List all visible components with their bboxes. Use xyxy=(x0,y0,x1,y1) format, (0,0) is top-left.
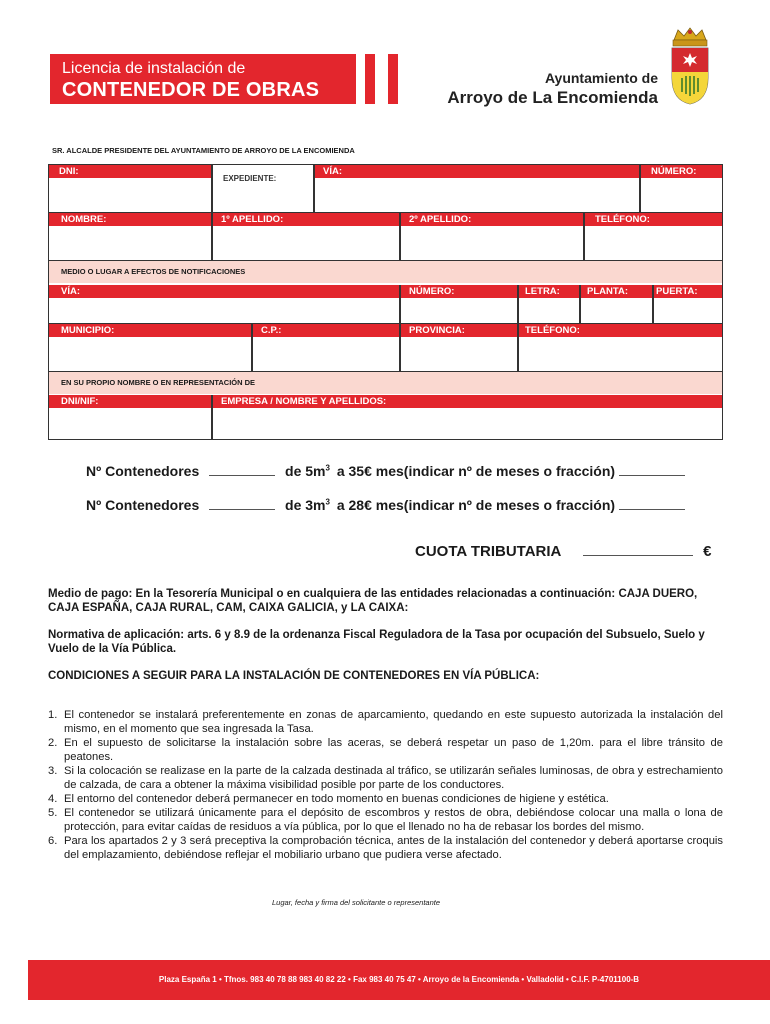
price-3m: a 28€ mes(indicar nº de meses o fracción) xyxy=(336,497,616,513)
via-label: VÍA: xyxy=(313,165,641,178)
containers-3m-count[interactable] xyxy=(209,509,275,510)
months-3m-field[interactable] xyxy=(619,509,685,510)
puerta-label: PUERTA: xyxy=(656,286,698,297)
telefono2-field[interactable] xyxy=(518,338,721,371)
addressee: SR. ALCALDE PRESIDENTE DEL AYUNTAMIENTO DE ARROYO DE LA ENCOMIENDA xyxy=(52,146,355,155)
list-item: 5. El contenedor se utilizará únicamente para el depósito de escombros y restos de obra, debiéndose colocar una malla o lona de protección, para evitar caídas de residuos a vía pública, por lo que el llenado no ha de rebasar los bordes del mismo. xyxy=(48,807,723,833)
telefono2-label: TELÉFONO: xyxy=(525,325,580,336)
via-field[interactable] xyxy=(314,178,639,212)
planta-label: PLANTA: xyxy=(587,286,628,297)
planta-field[interactable] xyxy=(580,299,652,323)
nombre-field[interactable] xyxy=(49,227,211,260)
containers-label: Nº Contenedores xyxy=(86,463,200,479)
org-line1: Ayuntamiento de xyxy=(544,70,658,86)
list-item: 1. El contenedor se instalará preferentemente en zonas de aparcamiento, quedando en este supuesto autorizada la instalación del mismo, en el momento que sea ingresada la Tasa. xyxy=(48,709,723,735)
decorative-bar xyxy=(388,54,398,104)
containers-label: Nº Contenedores xyxy=(86,497,200,513)
medio-pago: Medio de pago: En la Tesorería Municipal o en cualquiera de las entidades relacionadas a continuación: CAJA DUERO, CAJA ESPAÑA, CAJA RURAL, CAM, CAIXA GALICIA, y LA CAIXA: xyxy=(48,588,698,614)
municipio-header xyxy=(49,324,722,337)
signature-label: Lugar, fecha y firma del solicitante o representante xyxy=(272,898,441,907)
list-item: 4. El entorno del contenedor deberá permanecer en todo momento en buenas condiciones de higiene y estética. xyxy=(48,793,609,805)
condiciones-list xyxy=(48,708,723,862)
containers-5m-count[interactable] xyxy=(209,475,275,476)
notificaciones-label: MEDIO O LUGAR A EFECTOS DE NOTIFICACIONES xyxy=(49,261,722,283)
list-item: 2. En el supuesto de solicitarse la instalación sobre las aceras, se deberá respetar un paso de 1,20m. para el libre tránsito de peatones. xyxy=(48,737,723,763)
dni-label: DNI: xyxy=(49,165,211,178)
normativa: Normativa de aplicación: arts. 6 y 8.9 de la ordenanza Fiscal Reguladora de la Tasa por ocupación del Subsuelo, Suelo y Vuelo de la Vía Pública. xyxy=(48,629,705,655)
municipio-label: MUNICIPIO: xyxy=(61,325,115,336)
numero2-field[interactable] xyxy=(400,299,517,323)
dninif-label: DNI/NIF: xyxy=(61,396,99,407)
applicant-form xyxy=(48,164,723,440)
size-3m: de 3m xyxy=(285,497,326,513)
provincia-label: PROVINCIA: xyxy=(409,325,465,336)
list-item: 6. Para los apartados 2 y 3 será preceptiva la comprobación técnica, antes de la instalación del contenedor y deberá aportarse croquis del emplazamiento, debiéndose reflejar el mobiliario urbano que pudiera verse afectado. xyxy=(48,835,723,861)
months-5m-field[interactable] xyxy=(619,475,685,476)
letra-field[interactable] xyxy=(518,299,579,323)
representacion-label: EN SU PROPIO NOMBRE O EN REPRESENTACIÓN DE xyxy=(49,372,722,394)
title-banner xyxy=(50,54,356,104)
decorative-bar xyxy=(365,54,375,104)
puerta-field[interactable] xyxy=(653,299,721,323)
telefono-field[interactable] xyxy=(584,227,721,260)
condiciones-title: CONDICIONES A SEGUIR PARA LA INSTALACIÓN DE CONTENEDORES EN VÍA PÚBLICA: xyxy=(48,670,540,682)
coat-of-arms-icon xyxy=(668,26,712,106)
apellido1-field[interactable] xyxy=(212,227,399,260)
empresa-label: EMPRESA / NOMBRE Y APELLIDOS: xyxy=(221,396,387,407)
numero2-label: NÚMERO: xyxy=(409,286,455,297)
apellido2-label: 2º APELLIDO: xyxy=(409,214,472,225)
cuota-field[interactable] xyxy=(583,555,693,556)
size-5m: de 5m xyxy=(285,463,326,479)
currency-symbol: € xyxy=(703,543,712,560)
org-name xyxy=(447,70,658,108)
containers-5m-row: Nº Contenedores de $5m^3$ a 35€ mes(indicar nº de meses o fracción) xyxy=(86,463,685,479)
apellido1-label: 1º APELLIDO: xyxy=(221,214,284,225)
footer-address: Plaza España 1 • Tfnos. 983 40 78 88 983 40 82 22 • Fax 983 40 75 47 • Arroyo de la Encomienda • Valladolid • C.I.F. P-4701100-B xyxy=(28,960,770,1000)
via2-label: VÍA: xyxy=(61,286,80,297)
cp-field[interactable] xyxy=(252,338,399,371)
title-line2: CONTENEDOR DE OBRAS xyxy=(62,79,320,101)
cuota-row xyxy=(415,543,712,560)
via2-field[interactable] xyxy=(49,299,399,323)
empresa-field[interactable] xyxy=(212,409,721,439)
numero-field[interactable] xyxy=(641,178,721,212)
municipio-field[interactable] xyxy=(49,338,251,371)
containers-3m-row: Nº Contenedores de $3m^3$ a 28€ mes(indicar nº de meses o fracción) xyxy=(86,497,685,513)
dni-field[interactable] xyxy=(49,178,211,212)
provincia-field[interactable] xyxy=(400,338,517,371)
nombre-label: NOMBRE: xyxy=(61,214,107,225)
cuota-label: CUOTA TRIBUTARIA xyxy=(415,543,561,560)
list-item: 3. Si la colocación se realizase en la parte de la calzada destinada al tráfico, se utilizarán señales luminosas, de obra y estrechamiento de calzada, de cara a obtener la máxima visibilidad posible por parte de los conductores. xyxy=(48,765,723,791)
telefono-label: TELÉFONO: xyxy=(595,214,650,225)
org-line2: Arroyo de La Encomienda xyxy=(447,88,658,107)
letra-label: LETRA: xyxy=(525,286,560,297)
numero-label: NÚMERO: xyxy=(641,165,722,178)
dninif-field[interactable] xyxy=(49,409,211,439)
expediente-label: EXPEDIENTE: xyxy=(223,174,277,183)
cp-label: C.P.: xyxy=(261,325,282,336)
price-5m: a 35€ mes(indicar nº de meses o fracción) xyxy=(336,463,616,479)
apellido2-field[interactable] xyxy=(400,227,583,260)
title-line1: Licencia de instalación de xyxy=(62,60,246,77)
